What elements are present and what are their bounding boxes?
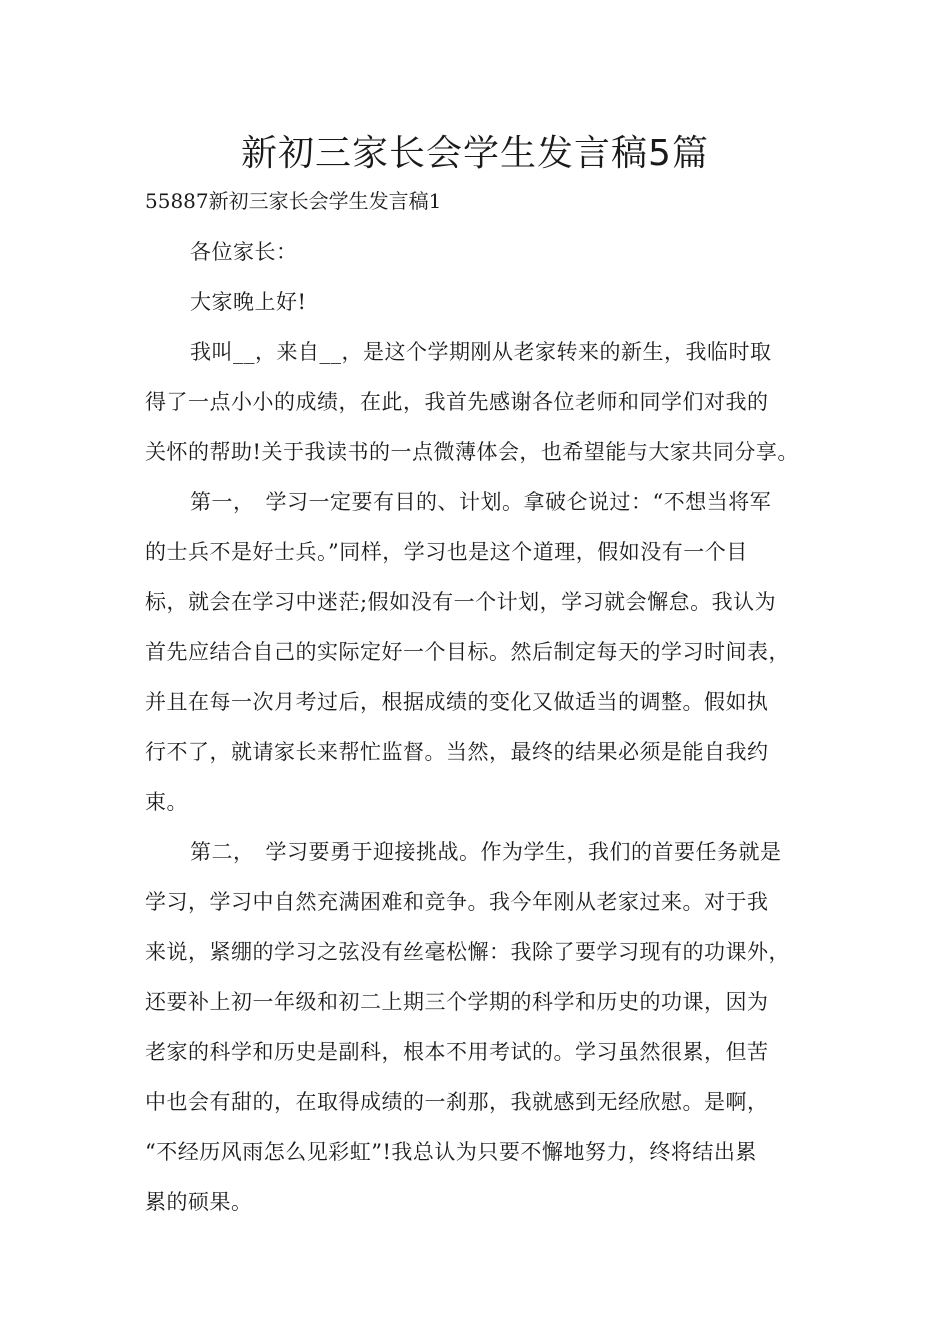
document-title: 新初三家长会学生发言稿5篇 bbox=[241, 133, 709, 174]
paragraph-line: 第一， 学习一定要有目的、计划。拿破仑说过：“不想当将军 bbox=[190, 490, 772, 514]
greeting-line: 大家晚上好! bbox=[190, 290, 307, 314]
paragraph-line: “不经历风雨怎么见彩虹”!我总认为只要不懈地努力，终将结出累 bbox=[145, 1140, 757, 1164]
paragraph-line: 来说，紧绷的学习之弦没有丝毫松懈：我除了要学习现有的功课外， bbox=[145, 940, 790, 964]
salutation-line: 各位家长： bbox=[190, 240, 298, 264]
paragraph-line: 首先应结合自己的实际定好一个目标。然后制定每天的学习时间表， bbox=[145, 640, 790, 664]
paragraph-line: 关怀的帮助!关于我读书的一点微薄体会，也希望能与大家共同分享。 bbox=[145, 440, 799, 464]
paragraph-line: 并且在每一次月考过后，根据成绩的变化又做适当的调整。假如执 bbox=[145, 690, 769, 714]
paragraph-line: 我叫__，来自__，是这个学期刚从老家转来的新生，我临时取 bbox=[190, 340, 772, 364]
paragraph-line: 得了一点小小的成绩，在此，我首先感谢各位老师和同学们对我的 bbox=[145, 390, 769, 414]
paragraph-line: 行不了，就请家长来帮忙监督。当然，最终的结果必须是能自我约 bbox=[145, 740, 769, 764]
paragraph-line: 老家的科学和历史是副科，根本不用考试的。学习虽然很累，但苦 bbox=[145, 1040, 769, 1064]
document-subtitle: 55887新初三家长会学生发言稿1 bbox=[145, 189, 442, 213]
paragraph-line: 还要补上初一年级和初二上期三个学期的科学和历史的功课，因为 bbox=[145, 990, 769, 1014]
paragraph-line: 学习，学习中自然充满困难和竞争。我今年刚从老家过来。对于我 bbox=[145, 890, 769, 914]
paragraph-line: 束。 bbox=[145, 790, 188, 814]
paragraph-line: 累的硕果。 bbox=[145, 1190, 253, 1214]
paragraph-line: 中也会有甜的，在取得成绩的一刹那，我就感到无经欣慰。是啊， bbox=[145, 1090, 769, 1114]
paragraph-line: 的士兵不是好士兵。”同样，学习也是这个道理，假如没有一个目 bbox=[145, 540, 748, 564]
paragraph-line: 标，就会在学习中迷茫;假如没有一个计划，学习就会懈怠。我认为 bbox=[145, 590, 777, 614]
paragraph-line: 第二， 学习要勇于迎接挑战。作为学生，我们的首要任务就是 bbox=[190, 840, 782, 864]
